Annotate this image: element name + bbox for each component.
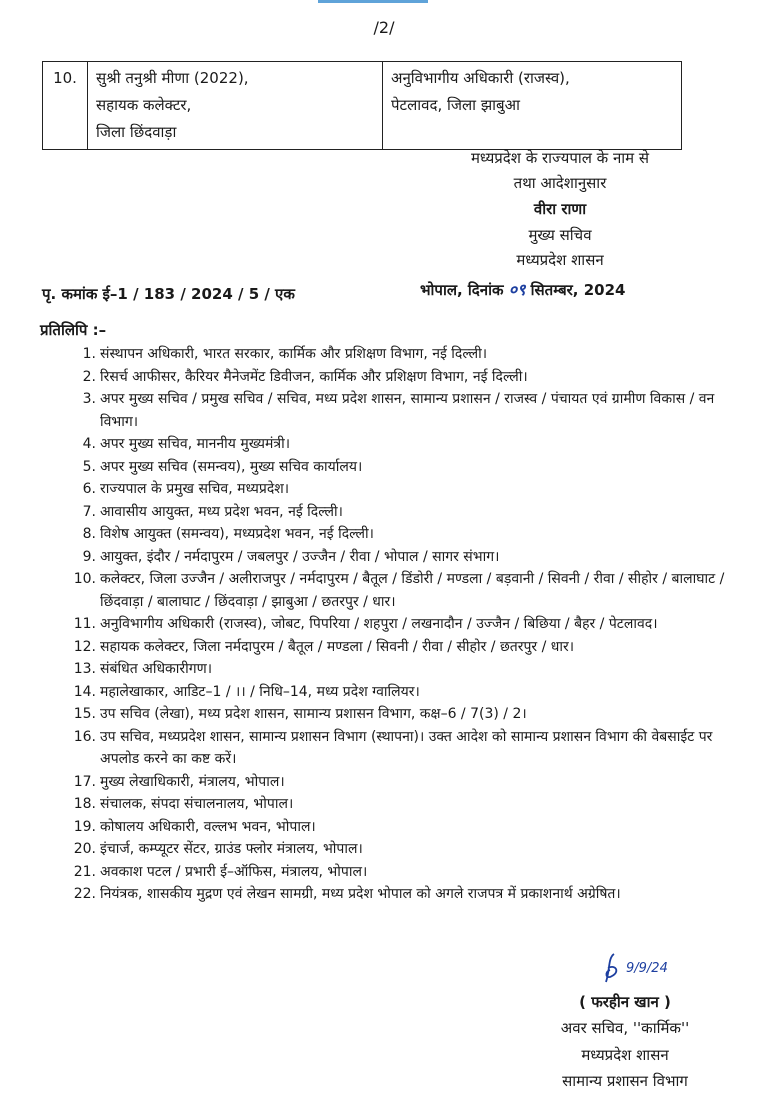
list-item: [28, 703, 728, 726]
list-item-text: आयुक्त, इंदौर / नर्मदापुरम / जबलपुर / उज्जैन / रीवा / भोपाल / सागर संभाग।: [100, 548, 500, 565]
list-item: [28, 613, 728, 636]
list-item-text: संस्थापन अधिकारी, भारत सरकार, कार्मिक और प्रशिक्षण विभाग, नई दिल्ली।: [100, 346, 488, 362]
signatory-office: मध्यप्रदेश शासन: [581, 1046, 669, 1064]
signature-date: 9/9/24: [626, 961, 668, 976]
list-item-number: 12.: [73, 638, 96, 655]
order-line-2: तथा आदेशानुसार: [513, 174, 607, 192]
list-item-number: 3.: [82, 391, 96, 407]
officer-name: सुश्री तनुश्री मीणा (2022),: [96, 69, 249, 87]
new-post-location: पेटलावद, जिला झाबुआ: [391, 96, 520, 114]
table-row: [43, 62, 682, 150]
list-item-number: 13.: [73, 661, 96, 677]
list-item: [28, 861, 728, 884]
list-item-text: विशेष आयुक्त (समन्वय), मध्यप्रदेश भवन, नई दिल्ली।: [100, 526, 374, 542]
list-item-number: 14.: [73, 683, 96, 700]
list-item-number: 15.: [73, 706, 96, 722]
list-item-text: उप सचिव, मध्यप्रदेश शासन, सामान्य प्रशासन विभाग (स्थापना)। उक्त आदेश को सामान्य प्रशासन विभाग की वेबसाईट पर अपलोड करने का कष्ट करें।: [100, 728, 713, 767]
reference-number: पृ. कमांक ई–1 / 183 / 2024 / 5 / एक: [42, 285, 295, 303]
list-item-number: 8.: [82, 526, 96, 542]
list-item: [28, 636, 728, 659]
list-item-number: 19.: [73, 818, 96, 835]
officer-district: जिला छिंदवाड़ा: [96, 123, 177, 141]
list-item-text: नियंत्रक, शासकीय मुद्रण एवं लेखन सामग्री, मध्य प्रदेश भोपाल को अगले राजपत्र में प्रकाशनार्थ अग्रेषित।: [100, 886, 621, 902]
chief-secretary-office: मध्यप्रदेश शासन: [516, 251, 604, 269]
list-item-number: 2.: [82, 368, 96, 385]
posting-cell: [383, 62, 682, 150]
list-item-number: 6.: [82, 481, 96, 497]
list-item: [28, 501, 728, 524]
list-item-text: राज्यपाल के प्रमुख सचिव, मध्यप्रदेश।: [100, 481, 290, 497]
chief-secretary-designation: मुख्य सचिव: [528, 226, 592, 244]
chief-secretary-name: वीरा राणा: [533, 200, 587, 218]
date-prefix: भोपाल, दिनांक: [420, 281, 504, 299]
officer-cell: [88, 62, 383, 150]
list-item-text: अपर मुख्य सचिव (समन्वय), मुख्य सचिव कार्यालय।: [100, 458, 363, 475]
list-item: [28, 568, 728, 613]
signatory-name: ( फरहीन खान ): [579, 993, 671, 1011]
list-item-number: 7.: [82, 503, 96, 520]
date-day: ०९: [508, 280, 526, 299]
order-line-1: मध्यप्रदेश के राज्यपाल के नाम से: [470, 149, 650, 167]
list-item-text: उप सचिव (लेखा), मध्य प्रदेश शासन, सामान्य प्रशासन विभाग, कक्ष–6 / 7(3) / 2।: [100, 706, 527, 722]
signatory-designation: अवर सचिव, ''कार्मिक'': [560, 1019, 690, 1037]
signatory-department: सामान्य प्रशासन विभाग: [562, 1072, 688, 1090]
list-item-number: 17.: [73, 773, 96, 790]
list-item-text: कोषालय अधिकारी, वल्लभ भवन, भोपाल।: [100, 818, 316, 835]
list-item-number: 4.: [82, 436, 96, 452]
list-item-text: अवकाश पटल / प्रभारी ई–ऑफिस, मंत्रालय, भोपाल।: [100, 863, 368, 880]
list-item-text: संचालक, संपदा संचालनालय, भोपाल।: [100, 796, 294, 812]
posting-table: [42, 61, 682, 150]
list-item: [28, 681, 728, 704]
list-item-number: 21.: [73, 863, 96, 880]
list-item: [28, 793, 728, 816]
list-item: [28, 388, 728, 433]
list-item: [28, 726, 728, 771]
list-item: [28, 366, 728, 389]
new-post: अनुविभागीय अधिकारी (राजस्व),: [391, 69, 570, 87]
list-item-text: संबंधित अधिकारीगण।: [100, 661, 213, 677]
list-item-number: 16.: [73, 728, 96, 745]
top-edge-mark: [318, 0, 428, 3]
date-line: [420, 278, 625, 300]
list-item-number: 22.: [73, 886, 96, 902]
list-item-number: 5.: [82, 458, 96, 475]
list-item: [28, 546, 728, 569]
list-item-text: कलेक्टर, जिला उज्जैन / अलीराजपुर / नर्मदापुरम / बैतूल / डिंडोरी / मण्डला / बड़वानी / सिवनी / रीवा / सीहोर / बालाघाट / छिंदवाड़ा / बालाघाट / छिंदवाड़ा / झाबुआ / छतरपुर / धार।: [100, 571, 725, 610]
list-item: [28, 838, 728, 861]
list-item: [28, 433, 728, 456]
list-item: [28, 523, 728, 546]
list-item-text: मुख्य लेखाधिकारी, मंत्रालय, भोपाल।: [100, 773, 285, 790]
list-item: [28, 816, 728, 839]
list-item-text: महालेखाकार, आडिट–1 / ।। / निधि–14, मध्य प्रदेश ग्वालियर।: [100, 683, 420, 700]
list-item-number: 11.: [73, 616, 96, 632]
list-item-text: इंचार्ज, कम्प्यूटर सेंटर, ग्राउंड फ्लोर मंत्रालय, भोपाल।: [100, 841, 363, 857]
handwritten-signature: [596, 950, 681, 990]
list-item-number: 18.: [73, 796, 96, 812]
list-item-text: सहायक कलेक्टर, जिला नर्मदापुरम / बैतूल / मण्डला / सिवनी / रीवा / सीहोर / छतरपुर / धार।: [100, 638, 575, 655]
list-item-text: अपर मुख्य सचिव, माननीय मुख्यमंत्री।: [100, 436, 291, 452]
page-number: /2/: [373, 18, 395, 37]
row-number: 10.: [43, 62, 88, 150]
list-item: [28, 658, 728, 681]
list-item-number: 1.: [82, 346, 96, 362]
list-item: [28, 343, 728, 366]
date-suffix: सितम्बर, 2024: [530, 281, 626, 299]
list-item-number: 20.: [73, 841, 96, 857]
list-item-number: 10.: [73, 571, 96, 587]
list-item: [28, 771, 728, 794]
officer-designation: सहायक कलेक्टर,: [96, 96, 192, 114]
list-item-text: अपर मुख्य सचिव / प्रमुख सचिव / सचिव, मध्य प्रदेश शासन, सामान्य प्रशासन / राजस्व / पंचायत एवं ग्रामीण विकास / वन विभाग।: [100, 391, 715, 430]
list-item: [28, 883, 728, 906]
list-item-number: 9.: [82, 548, 96, 565]
list-item-text: आवासीय आयुक्त, मध्य प्रदेश भवन, नई दिल्ली।: [100, 503, 343, 520]
copy-heading: प्रतिलिपि :–: [40, 321, 107, 339]
list-item: [28, 456, 728, 479]
list-item-text: रिसर्च आफीसर, कैरियर मैनेजमेंट डिवीजन, कार्मिक और प्रशिक्षण विभाग, नई दिल्ली।: [100, 368, 528, 385]
list-item-text: अनुविभागीय अधिकारी (राजस्व), जोबट, पिपरिया / शहपुरा / लखनादौन / उज्जैन / बिछिया / बैहर / पेटलावद।: [100, 616, 658, 632]
copy-list: [28, 343, 728, 906]
list-item: [28, 478, 728, 501]
